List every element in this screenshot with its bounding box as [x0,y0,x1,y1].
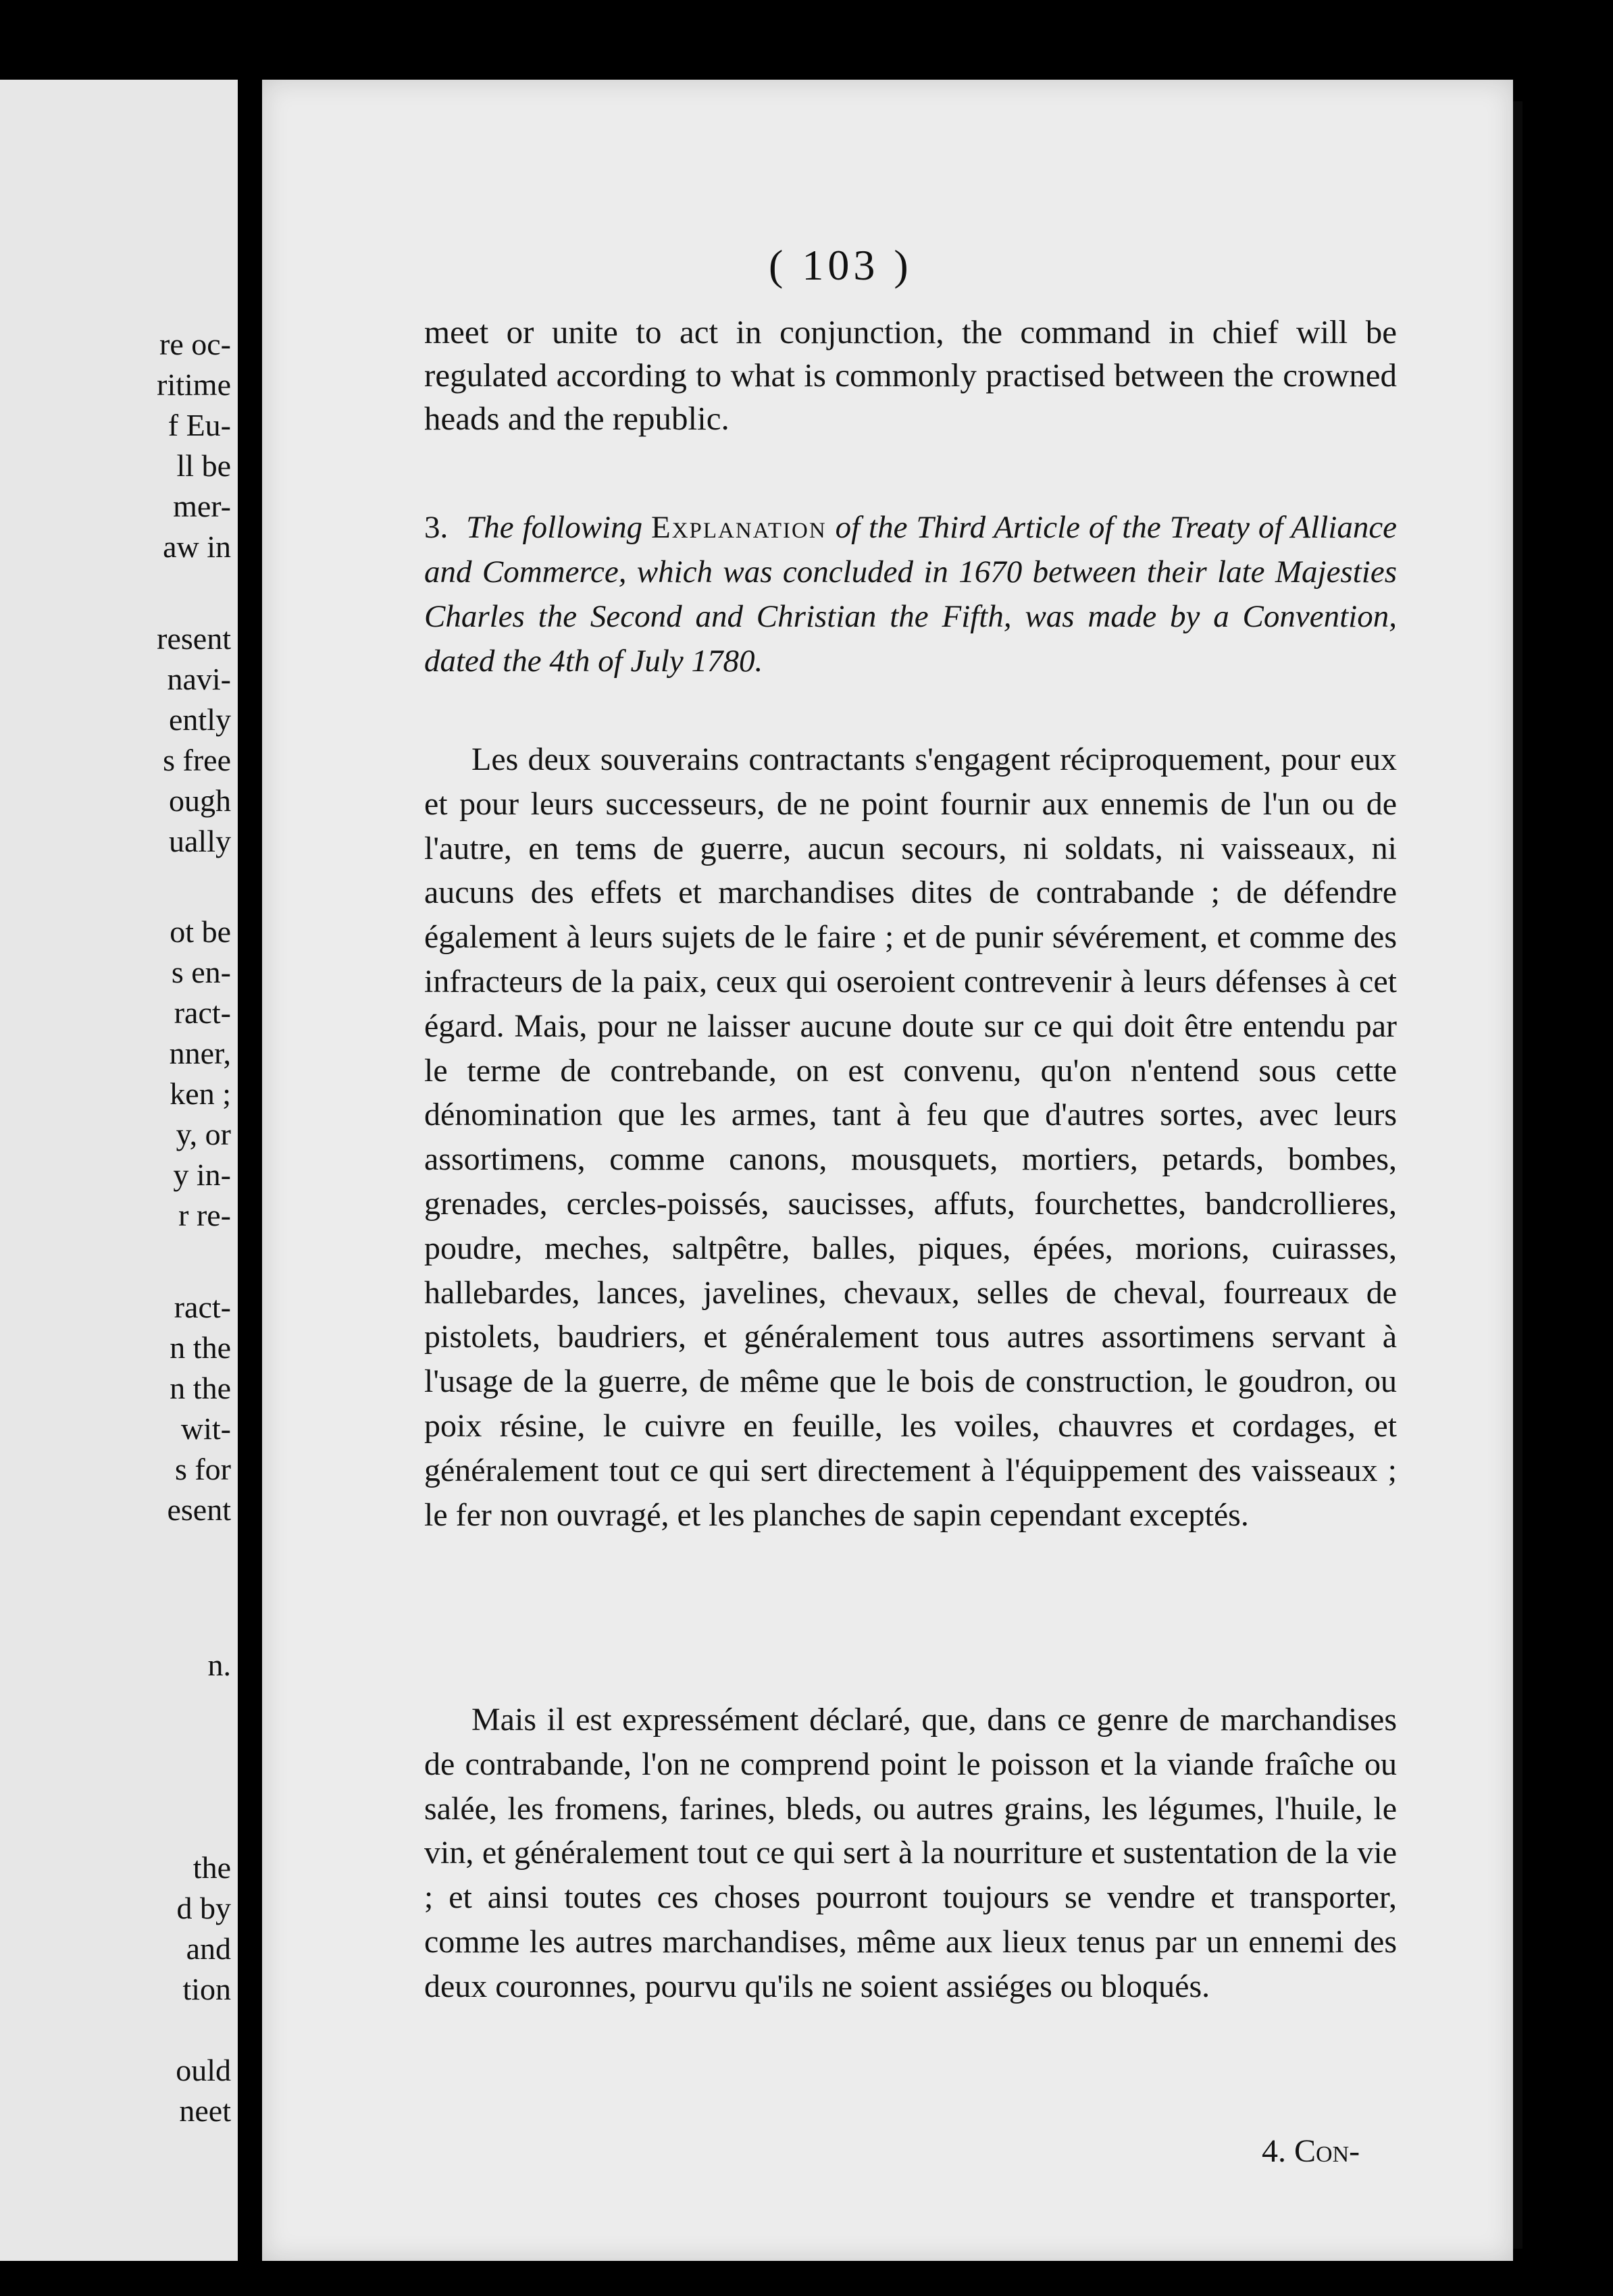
book-page [262,80,1513,2261]
facing-page-line: s for [174,1452,231,1486]
facing-page-line: ract- [174,995,231,1030]
facing-page-line: wit- [180,1411,231,1446]
facing-page-line: the [193,1850,231,1885]
facing-page-line: neet [179,2093,231,2128]
facing-page-line: ot be [170,914,231,949]
facing-page-line: r re- [178,1198,231,1232]
facing-page-line: navi- [167,662,231,696]
facing-page-line: resent [157,621,231,656]
facing-page-line: s free [163,743,231,777]
facing-page-line: ually [169,824,231,858]
facing-page-line: ract- [174,1290,231,1324]
catchword-word: Con- [1294,2133,1360,2169]
catchword-number: 4. [1262,2133,1286,2169]
heading-caps: Explanation [651,510,827,545]
facing-page-line: ll be [176,448,231,483]
facing-page-line: ritime [157,367,231,402]
facing-page-line: aw in [163,529,231,564]
page-number: ( 103 ) [769,241,913,289]
facing-page-line: ken ; [170,1076,231,1111]
facing-page-line: ough [169,783,231,818]
facing-page-line: s en- [171,955,231,989]
facing-page-line: esent [167,1492,231,1527]
facing-page-line: n the [170,1371,231,1405]
facing-page-line: ould [176,2053,231,2087]
facing-page-line: n the [170,1330,231,1365]
paragraph-1: Les deux souverains contractants s'engagent réciproquement, pour eux et pour leurs successeurs, de ne point fournir aux ennemis de l'un ou de l'autre, en tems de guerre, aucun secours, ni soldats, ni vaisseaux, ni aucuns des effets et marchandises dites de contrabande ; de défendre également à leurs sujets de le faire ; et de punir sévérement, et comme des infracteurs de la paix, ceux qui oseroient contrevenir à leurs défenses à cet égard. Mais, pour ne laisser aucune doute sur ce qui doit être entendu par le terme de contrebande, on est convenu, qu'on n'entend sous cette dénomination que les armes, tant à feu que d'autres sortes, avec leurs assortimens, comme canons, mousquets, mortiers, petards, bombes, grenades, cercles-poissés, saucisses, affuts, fourchettes, bandcrollieres, poudre, meches, saltpêtre, balles, piques, épées, morions, cuirasses, hallebardes, lances, javelines, chevaux, selles de cheval, fourreaux de pistolets, baudriers, et généralement tous autres assortimens servant à l'usage de la guerre, de même que le bois de construction, le goudron, ou poix résine, le cuivre en feuille, les voiles, chauvres et cordages, et généralement tout ce qui sert directement à l'équippement des vaisseaux ; le fer non ouvragé, et les planches de sapin cependant exceptés. [424,741,1397,1533]
facing-page-line: n. [207,1648,231,1682]
facing-page-line: re oc- [159,327,231,361]
facing-page-line: mer- [173,489,231,523]
heading-rest: of the Third Article of the Treaty of Alliance and Commerce, which was concluded in 1670 between their late Majesties Charles the Second and Christian the Fifth, was made by a Convention, dated the 4th of July 1780. [424,510,1398,679]
facing-page-line: and [186,1931,231,1966]
paragraph-2: Mais il est expressément déclaré, que, dans ce genre de marchandises de contrabande, l'on ne comprend point le poisson et la viande fraîche ou salée, les fromens, farines, bleds, ou autres grains, les légumes, l'huile, le vin, et généralement tout ce qui sert à la nourriture et sustentation de la vie ; et ainsi toutes ces choses pourront toujours se vendre et transporter, comme les autres marchandises, même aux lieux tenus par un ennemi des deux couronnes, pourvu qu'ils ne soient assiéges ou bloqués. [424,1702,1397,2004]
facing-page-line: ently [169,702,231,737]
section-heading [424,505,1397,683]
heading-pre: The following [466,510,643,545]
facing-page-line: y, or [176,1117,231,1151]
facing-page-line: d by [176,1891,231,1925]
section-number: 3. [424,510,449,545]
page-edge-divider [1513,101,1522,2249]
facing-page-line: tion [182,1972,231,2006]
facing-page-line: nner, [169,1036,231,1070]
facing-page [0,80,238,2261]
catchword [1262,2133,1360,2170]
facing-page-line: y in- [173,1157,231,1192]
intro-text: meet or unite to act in conjunction, the command in chief will be regulated according to what is commonly practised between the crowned heads and the republic. [424,313,1397,437]
facing-page-line: f Eu- [168,408,231,442]
